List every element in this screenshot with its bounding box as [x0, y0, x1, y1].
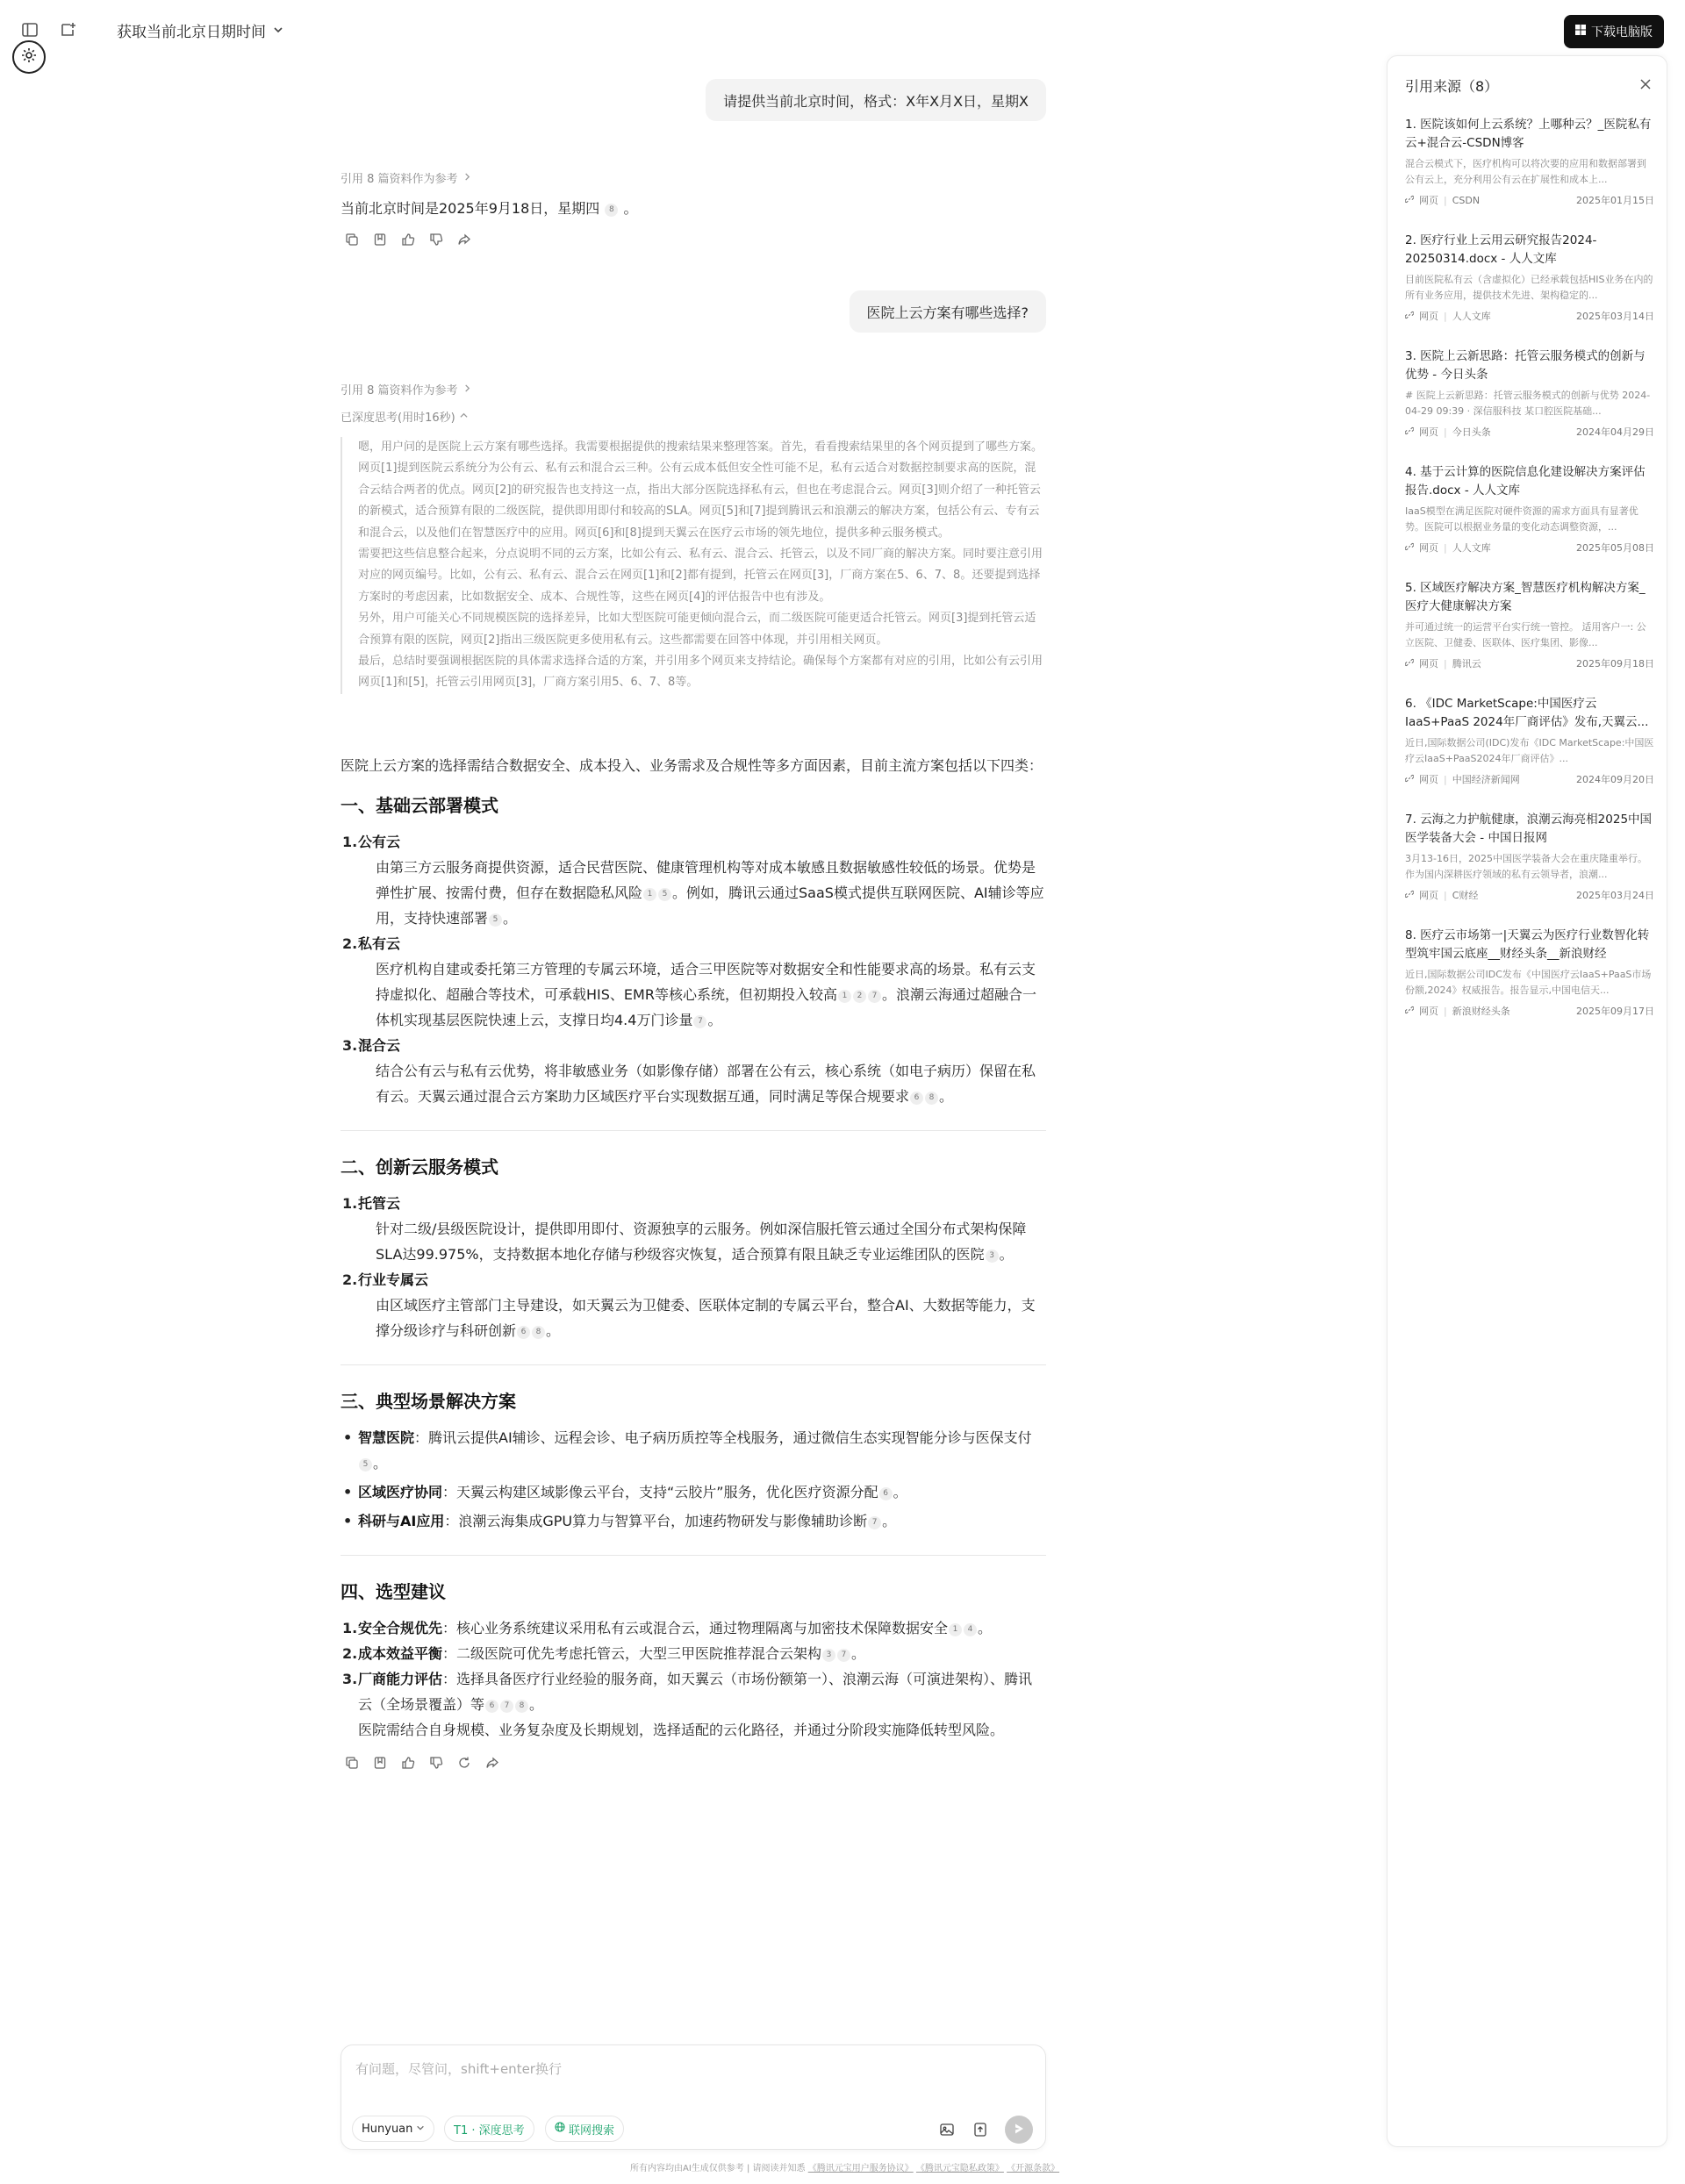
- disclaimer-footer: [630, 2160, 1059, 2173]
- user-message-text: 医院上云方案有哪些选择?: [866, 304, 1029, 321]
- item-title: 成本效益平衡: [358, 1645, 443, 1662]
- source-type: 网页: [1419, 658, 1438, 670]
- regenerate-icon[interactable]: [456, 1755, 472, 1771]
- source-title: 7. 云海之力护航健康，浪潮云海亮相2025中国医学装备大会 - 中国日报网: [1405, 813, 1653, 845]
- citation-badge[interactable]: 6: [485, 1700, 498, 1713]
- item-text: 由区域医疗主管部门主导建设，如天翼云为卫健委、医联体定制的专属云平台，整合AI、大数据等能力，支撑分级诊疗与科研创新: [376, 1297, 1036, 1339]
- item-title: 智慧医院: [358, 1429, 415, 1446]
- chevron-right-icon: [463, 171, 471, 184]
- citation-badge[interactable]: 7: [837, 1649, 850, 1662]
- assistant-answer-1: [341, 197, 637, 218]
- think-paragraph: 最后，总结时要强调根据医院的具体需求选择合适的方案，并引用多个网页来支持结论。确保每个方案都有对应的引用，比如公有云引用网页[1]和[5]，托管云引用网页[3]，厂商方案引用5、6、7、8等。: [358, 655, 1043, 690]
- web-search-label: 联网搜索: [569, 2123, 615, 2137]
- item-description: [358, 1216, 1046, 1267]
- item-title: 科研与AI应用: [358, 1513, 445, 1529]
- conversation-title-dropdown[interactable]: [117, 19, 283, 41]
- item-text: ：腾讯云提供AI辅诊、远程会诊、电子病历质控等全栈服务，通过微信生态实现智能分诊与医保支付: [414, 1429, 1032, 1446]
- answer-2-actions: [344, 1755, 1050, 1771]
- user-message-text: 请提供当前北京时间，格式：X年X月X日，星期X: [723, 92, 1029, 110]
- web-search-toggle-button[interactable]: [545, 2116, 624, 2142]
- gear-icon: [20, 47, 38, 68]
- section-heading: 三、典型场景解决方案: [341, 1391, 516, 1412]
- citation-badge[interactable]: 3: [822, 1649, 835, 1662]
- send-button[interactable]: [1005, 2116, 1033, 2144]
- source-site: 中国经济新闻网: [1452, 774, 1520, 785]
- citation-badge[interactable]: 8: [605, 204, 618, 217]
- references-label: 引用 8 篇资料作为参考: [341, 384, 458, 397]
- share-icon[interactable]: [456, 232, 472, 247]
- source-date: 2025年01月15日: [1576, 195, 1654, 206]
- source-card[interactable]: [1405, 232, 1654, 323]
- citation-badge[interactable]: 4: [964, 1623, 977, 1636]
- think-paragraph: 需要把这些信息整合起来，分点说明不同的云方案，比如公有云、私有云、混合云、托管云，以及不同厂商的解决方案。同时要注意引用对应的网页编号。比如，公有云、私有云、混合云在网页[1]和[2]都有提到，托管云在网页[3]，厂商方案在5、6、7、8。还要提到选择方案时的考虑因素，比如数据安全、成本、合规性等，这些在网页[4]的评估报告中也有涉及。: [358, 548, 1043, 604]
- source-date: 2025年05月08日: [1576, 542, 1654, 554]
- image-upload-icon[interactable]: [938, 2121, 956, 2138]
- deep-think-chip-label: T1 · 深度思考: [454, 2123, 525, 2137]
- source-snippet: 混合云模式下，医疗机构可以将次要的应用和数据部署到公有云上，充分利用公有云在扩展性和成本上...: [1405, 158, 1646, 185]
- model-label: Hunyuan: [362, 2122, 413, 2136]
- assistant-answer-2: [341, 753, 1046, 1771]
- section-heading: 四、选型建议: [341, 1581, 446, 1602]
- answer-1-actions: [344, 232, 472, 247]
- source-meta: 网页 | 新浪财经头条 2025年09月17日: [1405, 1004, 1654, 1018]
- bookmark-icon[interactable]: [372, 1755, 388, 1771]
- source-date: 2024年09月20日: [1576, 774, 1654, 785]
- source-type: 网页: [1419, 774, 1438, 785]
- item-title: 混合云: [358, 1037, 401, 1054]
- link-icon: [1405, 195, 1414, 206]
- citation-badge[interactable]: 5: [489, 913, 502, 927]
- citation-badge[interactable]: 1: [838, 990, 851, 1003]
- list-number: 2.: [342, 1271, 358, 1288]
- list-number: 1.: [342, 834, 358, 850]
- source-title: 1. 医院该如何上云系统？上哪种云？_医院私有云+混合云-CSDN博客: [1405, 118, 1652, 150]
- thumbs-down-icon[interactable]: [428, 1755, 444, 1771]
- list-number: 1.: [342, 1620, 358, 1636]
- item-text: ：浪潮云海集成GPU算力与智算平台，加速药物研发与影像辅助诊断: [444, 1513, 868, 1529]
- message-input[interactable]: [355, 2061, 1031, 2077]
- list-item: [341, 829, 1046, 931]
- source-meta: 网页 | C财经 2025年03月24日: [1405, 888, 1654, 902]
- list-number: 2.: [342, 1645, 358, 1662]
- item-title: 公有云: [358, 834, 401, 850]
- link-icon: [1405, 774, 1414, 785]
- source-type: 网页: [1419, 426, 1438, 438]
- terms-link[interactable]: 《腾讯元宝用户服务协议》: [807, 2164, 914, 2173]
- item-description: [358, 1058, 1046, 1109]
- source-type: 网页: [1419, 542, 1438, 554]
- download-label: 下载电脑版: [1591, 25, 1653, 39]
- source-card[interactable]: [1405, 695, 1654, 786]
- citation-badge[interactable]: 3: [986, 1250, 999, 1263]
- citation-badge[interactable]: 6: [517, 1326, 530, 1339]
- item-description: [358, 855, 1046, 931]
- sidebar-toggle-icon[interactable]: [19, 19, 40, 40]
- sources-panel: [1387, 55, 1667, 2147]
- source-card[interactable]: [1405, 347, 1654, 439]
- source-meta: 网页 | 人人文库 2025年05月08日: [1405, 541, 1654, 555]
- citation-badge[interactable]: 6: [910, 1092, 923, 1105]
- source-card[interactable]: [1405, 927, 1654, 1018]
- divider: [341, 1555, 1046, 1556]
- list-item: [341, 1267, 1046, 1343]
- source-meta: 网页 | 中国经济新闻网 2024年09月20日: [1405, 772, 1654, 786]
- source-site: 人人文库: [1452, 311, 1491, 322]
- section-heading: 一、基础云部署模式: [341, 795, 498, 816]
- new-chat-icon[interactable]: [58, 19, 79, 40]
- message-composer: [341, 2044, 1046, 2150]
- list-item: [341, 1666, 1046, 1717]
- link-icon: [1405, 890, 1414, 901]
- deep-think-label: 已深度思考(用时16秒): [341, 412, 455, 425]
- file-upload-icon[interactable]: [972, 2121, 989, 2138]
- close-icon[interactable]: [1638, 77, 1653, 91]
- source-card[interactable]: [1405, 579, 1654, 670]
- link-icon: [1405, 1006, 1414, 1017]
- source-date: 2025年03月14日: [1576, 311, 1654, 322]
- item-title: 行业专属云: [358, 1271, 429, 1288]
- chevron-down-icon: [273, 22, 283, 39]
- source-type: 网页: [1419, 890, 1438, 901]
- source-site: CSDN: [1452, 194, 1481, 206]
- punctuation: 。: [623, 200, 638, 217]
- citation-badge[interactable]: 8: [532, 1326, 545, 1339]
- source-title: 2. 医疗行业上云用云研究报告2024-20250314.docx - 人人文库: [1405, 233, 1597, 266]
- source-date: 2025年09月18日: [1576, 658, 1654, 670]
- source-meta: 网页 | 今日头条 2024年04月29日: [1405, 425, 1654, 439]
- conversation-title: 获取当前北京日期时间: [117, 24, 266, 41]
- source-site: 腾讯云: [1452, 658, 1481, 670]
- list-number: 3.: [342, 1671, 358, 1687]
- citation-badge[interactable]: 2: [853, 990, 866, 1003]
- deep-think-toggle[interactable]: [341, 408, 468, 425]
- think-paragraph: 另外，用户可能关心不同规模医院的选择差异，比如大型医院可能更倾向混合云，而二级医院可能更适合托管云。网页[3]提到托管云适合预算有限的医院，网页[2]指出三级医院更多使用私有云。这些都需要在回答中体现，并引用相关网页。: [358, 612, 1036, 647]
- item-text: 由第三方云服务商提供资源，适合民营医院、健康管理机构等对成本敏感且数据敏感性较低的场景。优势是弹性扩展、按需付费，但存在数据隐私风险: [376, 859, 1036, 901]
- source-date: 2025年03月24日: [1576, 890, 1654, 901]
- source-snippet: 3月13-16日，2025中国医学装备大会在重庆隆重举行。作为国内深耕医疗领域的私有云领导者，浪潮...: [1405, 853, 1647, 880]
- item-text: ：二级医院可优先考虑托管云，大型三甲医院推荐混合云架构: [442, 1645, 822, 1662]
- thumbs-up-icon[interactable]: [400, 232, 416, 247]
- item-text: ：选择具备医疗行业经验的服务商，如天翼云（市场份额第一）、浪潮云海（可演进架构）、腾讯云（全场景覆盖）等: [358, 1671, 1033, 1713]
- item-text: 针对二级/县级医院设计，提供即用即付、资源独享的云服务。例如深信服托管云通过全国分布式架构保障SLA达99.975%，支持数据本地化存储与秒级容灾恢复，适合预算有限且缺乏专业运维团队的医院: [376, 1221, 1027, 1263]
- link-icon: [1405, 658, 1414, 670]
- source-snippet: 近日,国际数据公司IDC发布《中国医疗云IaaS+PaaS市场份额,2024》权威报告。报告显示,中国电信天...: [1405, 969, 1652, 996]
- citation-badge[interactable]: 8: [515, 1700, 528, 1713]
- link-icon: [1405, 542, 1414, 554]
- list-item: [341, 1615, 1046, 1641]
- source-card[interactable]: [1405, 811, 1654, 902]
- punctuation: 。: [978, 1620, 993, 1636]
- think-paragraph: 网页[1]提到医院云系统分为公有云、私有云和混合云三种。公有云成本低但安全性可能不足，私有云适合对数据控制要求高的医院，混合云结合两者的优点。网页[2]的研究报告也支持这一点，指出大部分医院选择私有云，但也在考虑混合云。网页[3]则介绍了一种托管云的新模式，适合预算有限的二级医院，提供即用即付和较高的SLA。网页[5]和[7]提到腾讯云和浪潮云的解决方案，包括公有云、专有云和混合云，以及他们在智慧医疗中的应用。网页[6]和[8]提到天翼云在医疗云市场的领先地位，提供多种云服务模式。: [358, 462, 1041, 540]
- source-snippet: 目前医院私有云（含虚拟化）已经承载包括HIS业务在内的所有业务应用，提供技术先进、架构稳定的...: [1405, 274, 1653, 301]
- open-source-link[interactable]: 《开源条款》: [1007, 2164, 1060, 2173]
- punctuation: 。: [529, 1696, 544, 1713]
- deep-think-content: [341, 437, 1046, 694]
- user-message-2: [850, 290, 1047, 333]
- punctuation: 。: [882, 1513, 897, 1529]
- list-number: 3.: [342, 1037, 358, 1054]
- references-toggle-1[interactable]: [341, 169, 471, 186]
- bullet-item: [341, 1425, 1046, 1476]
- globe-icon: [555, 2122, 565, 2136]
- source-snippet: 并可通过统一的运营平台实行统一管控。 适用客户一: 公立医院、卫健委、医联体、医疗集团、影像...: [1405, 621, 1646, 648]
- bullet-item: [341, 1508, 1046, 1534]
- source-date: 2025年09月17日: [1576, 1006, 1654, 1017]
- item-text: 结合公有云与私有云优势，将非敏感业务（如影像存储）部署在公有云，核心系统（如电子病历）保留在私有云。天翼云通过混合云方案助力区域医疗平台实现数据互通，同时满足等保合规要求: [376, 1063, 1036, 1105]
- source-type: 网页: [1419, 195, 1438, 206]
- item-description: [358, 1292, 1046, 1343]
- chevron-up-icon: [460, 410, 468, 423]
- source-title: 6. 《IDC MarketScape:中国医疗云IaaS+PaaS 2024年厂商评估》发布,天翼云...: [1405, 697, 1649, 729]
- punctuation: 。: [999, 1246, 1014, 1263]
- item-text: ：核心业务系统建议采用私有云或混合云，通过物理隔离与加密技术保障数据安全: [442, 1620, 949, 1636]
- item-description: [358, 956, 1046, 1033]
- punctuation: 。: [707, 1012, 722, 1028]
- source-site: 新浪财经头条: [1452, 1006, 1510, 1017]
- punctuation: 。: [939, 1088, 954, 1105]
- references-toggle-2[interactable]: [341, 381, 471, 397]
- punctuation: 。: [893, 1484, 907, 1500]
- thumbs-down-icon[interactable]: [428, 232, 444, 247]
- share-icon[interactable]: [484, 1755, 500, 1771]
- user-message-1: [706, 79, 1046, 121]
- item-title: 安全合规优先: [358, 1620, 443, 1636]
- source-title: 4. 基于云计算的医院信息化建设解决方案评估报告.docx - 人人文库: [1405, 465, 1646, 498]
- source-meta: 网页 | CSDN 2025年01月15日: [1405, 193, 1654, 207]
- top-bar: [0, 0, 1685, 61]
- source-site: 今日头条: [1452, 426, 1491, 438]
- send-arrow-icon: [1013, 2122, 1025, 2138]
- privacy-link[interactable]: 《腾讯元宝隐私政策》: [915, 2164, 1004, 2173]
- citation-badge[interactable]: 5: [658, 888, 671, 901]
- item-title: 托管云: [358, 1195, 401, 1212]
- list-number: 1.: [342, 1195, 358, 1212]
- source-site: 人人文库: [1452, 542, 1491, 554]
- model-selector[interactable]: [352, 2116, 434, 2142]
- punctuation: 。: [851, 1645, 866, 1662]
- divider: [341, 1130, 1046, 1131]
- link-icon: [1405, 426, 1414, 438]
- source-meta: 网页 | 人人文库 2025年03月14日: [1405, 309, 1654, 323]
- citation-badge[interactable]: 6: [879, 1487, 893, 1500]
- source-title: 8. 医疗云市场第一|天翼云为医疗行业数智化转型筑牢国云底座__财经头条__新浪财经: [1405, 928, 1650, 961]
- source-site: C财经: [1452, 890, 1479, 901]
- source-meta: 网页 | 腾讯云 2025年09月18日: [1405, 656, 1654, 670]
- punctuation: 。: [503, 910, 518, 927]
- citation-badge[interactable]: 7: [693, 1015, 706, 1028]
- answer-intro: 医院上云方案的选择需结合数据安全、成本投入、业务需求及合规性等多方面因素，目前主流方案包括以下四类：: [341, 757, 1043, 774]
- citation-badge[interactable]: 7: [500, 1700, 513, 1713]
- windows-icon: [1575, 25, 1586, 39]
- citation-badge[interactable]: 1: [949, 1623, 962, 1636]
- think-paragraph: 嗯，用户问的是医院上云方案有哪些选择。我需要根据提供的搜索结果来整理答案。首先，看看搜索结果里的各个网页提到了哪些方案。: [358, 440, 1043, 454]
- list-number: 2.: [342, 935, 358, 952]
- source-snippet: # 医院上云新思路：托管云服务模式的创新与优势 2024-04-29 09:39 · 深信服科技 某口腔医院基础...: [1405, 390, 1651, 417]
- source-type: 网页: [1419, 1006, 1438, 1017]
- citation-badge[interactable]: 5: [359, 1458, 372, 1472]
- settings-button[interactable]: [12, 40, 46, 74]
- bookmark-icon[interactable]: [372, 232, 388, 247]
- source-card[interactable]: [1405, 116, 1654, 207]
- citation-badge[interactable]: 1: [643, 888, 656, 901]
- item-title: 私有云: [358, 935, 401, 952]
- source-type: 网页: [1419, 311, 1438, 322]
- disclaimer-text: 所有内容均由AI生成仅供参考 | 请阅读并知悉: [630, 2164, 806, 2173]
- source-snippet: 近日,国际数据公司(IDC)发布《IDC MarketScape:中国医疗云IaaS+PaaS2024年厂商评估》...: [1405, 737, 1654, 764]
- source-title: 5. 区域医疗解决方案_智慧医疗机构解决方案_医疗大健康解决方案: [1405, 581, 1646, 613]
- divider: [341, 1364, 1046, 1365]
- punctuation: 。: [546, 1322, 561, 1339]
- source-snippet: IaaS模型在满足医院对硬件资源的需求方面具有显著优势。医院可以根据业务量的变化动态调整资源，...: [1405, 505, 1638, 533]
- list-item: [341, 931, 1046, 1033]
- section-heading: 二、创新云服务模式: [341, 1156, 498, 1178]
- sources-panel-title: 引用来源（8）: [1405, 78, 1499, 95]
- answer-text: 当前北京时间是2025年9月18日，星期四: [341, 200, 600, 217]
- item-text: 医疗机构自建或委托第三方管理的专属云环境，适合三甲医院等对数据安全和性能要求高的场景。私有云支持虚拟化、超融合等技术，可承载HIS、EMR等核心系统，但初期投入较高: [376, 961, 1036, 1003]
- download-desktop-button[interactable]: [1564, 15, 1664, 48]
- deep-think-toggle-button[interactable]: [444, 2116, 534, 2142]
- source-date: 2024年04月29日: [1576, 426, 1654, 438]
- closing-text: 医院需结合自身规模、业务复杂度及长期规划，选择适配的云化路径，并通过分阶段实施降低转型风险。: [358, 1722, 1005, 1738]
- item-text: ：天翼云构建区域影像云平台，支持“云胶片”服务，优化医疗资源分配: [442, 1484, 878, 1500]
- item-text: 。例如，腾讯云通过SaaS模式提供互联网医院、AI辅诊等应用，支持快速部署: [376, 884, 1044, 927]
- source-card[interactable]: [1405, 463, 1654, 555]
- citation-badge[interactable]: 7: [868, 1516, 881, 1529]
- references-label: 引用 8 篇资料作为参考: [341, 173, 458, 186]
- list-item: [341, 1033, 1046, 1109]
- punctuation: 。: [373, 1455, 388, 1472]
- item-title: 厂商能力评估: [358, 1671, 443, 1687]
- bullet-item: [341, 1479, 1046, 1505]
- copy-icon[interactable]: [344, 1755, 360, 1771]
- chevron-down-icon: [416, 2123, 425, 2136]
- link-icon: [1405, 311, 1414, 322]
- source-title: 3. 医院上云新思路：托管云服务模式的创新与优势 - 今日头条: [1405, 349, 1646, 382]
- chevron-right-icon: [463, 383, 471, 396]
- item-text: 。浪潮云海通过超融合一体机实现基层医院快速上云，支撑日均4.4万门诊量: [376, 986, 1036, 1028]
- citation-badge[interactable]: 8: [925, 1092, 938, 1105]
- copy-icon[interactable]: [344, 232, 360, 247]
- citation-badge[interactable]: 7: [868, 990, 881, 1003]
- item-title: 区域医疗协同: [358, 1484, 443, 1500]
- list-item: [341, 1191, 1046, 1267]
- thumbs-up-icon[interactable]: [400, 1755, 416, 1771]
- list-item: [341, 1641, 1046, 1666]
